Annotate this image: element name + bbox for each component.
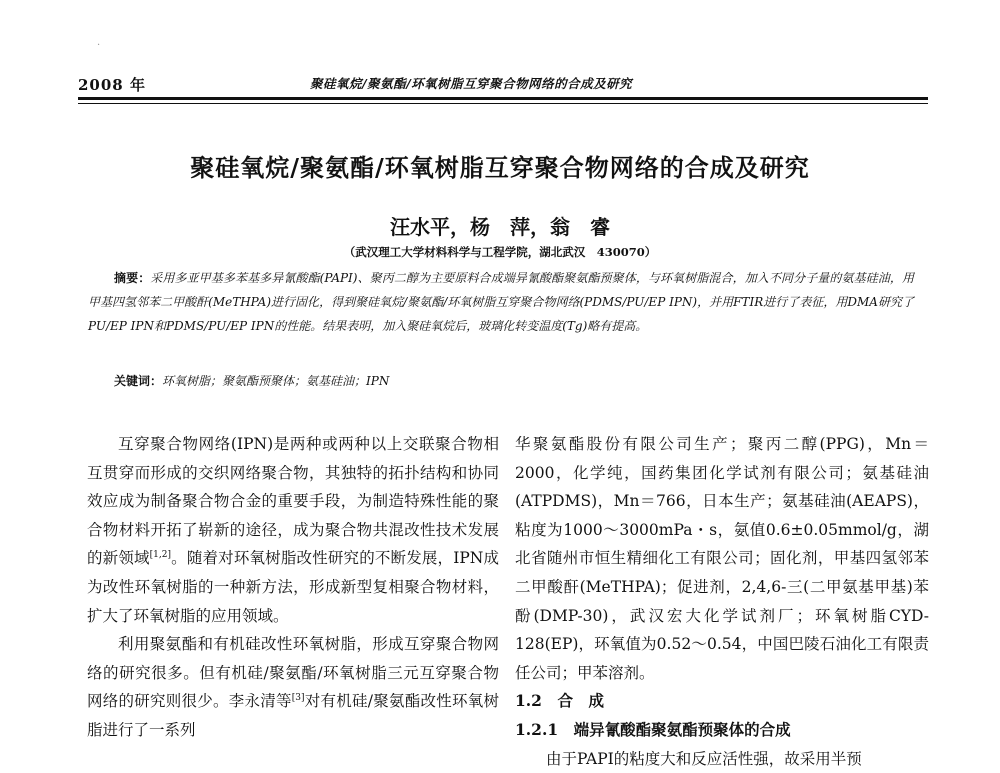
paragraph [87, 630, 499, 744]
header-rule-thin [78, 103, 928, 104]
citation: [3] [291, 693, 305, 704]
paragraph-text: 互穿聚合物网络(IPN)是两种或两种以上交联聚合物相互贯穿而形成的交织网络聚合物，其独特的拓扑结构和协同效应成为制备聚合物合金的重要手段，为制造特殊性能的聚合物材料开拓了崭新的途径，成为聚合物共混改性技术发展的新领域 [87, 435, 499, 568]
header-rule-thick [78, 97, 928, 100]
body-column-left [87, 430, 499, 745]
article-authors: 汪水平，杨 萍，翁 睿 [390, 215, 610, 239]
corner-mark: · [97, 40, 101, 51]
section-heading: 1.2 合 成 [515, 691, 604, 711]
paragraph-text: 对有机硅/聚氨酯改性环氧树脂进行了一系列 [87, 692, 499, 739]
article-title: 聚硅氧烷/聚氨酯/环氧树脂互穿聚合物网络的合成及研究 [190, 153, 810, 182]
header-running-title: 聚硅氧烷/聚氨酯/环氧树脂互穿聚合物网络的合成及研究 [310, 76, 633, 91]
paragraph: 华聚氨酯股份有限公司生产；聚丙二醇(PPG)，Mn＝2000，化学纯，国药集团化学试剂有限公司；氨基硅油(ATPDMS)，Mn＝766，日本生产；氨基硅油(AEAPS)，粘度为1000～3000mPa・s，氨值0.6±0.05mmol/g，湖北省随州市恒生精细化工有限公司；固化剂，甲基四氢邻苯二甲酸酐(MeTHPA)；促进剂，2,4,6-三(二甲氨基甲基)苯酚(DMP-30)，武汉宏大化学试剂厂；环氧树脂CYD-128(EP)，环氧值为0.52～0.54，中国巴陵石油化工有限责任公司；甲苯溶剂。 [515, 435, 929, 682]
paragraph-text: 。随着对环氧树脂改性研究的不断发展，IPN成为改性环氧树脂的一种新方法，形成新型复相聚合物材料，扩大了环氧树脂的应用领域。 [87, 549, 499, 625]
paragraph-text: 利用聚氨酯和有机硅改性环氧树脂，形成互穿聚合物网络的研究很多。但有机硅/聚氨酯/环氧树脂三元互穿聚合物网络的研究则很少。李永清等 [87, 635, 499, 711]
page-header [78, 68, 928, 98]
body-column-right [515, 430, 929, 773]
keywords [114, 372, 914, 389]
header-year: 2008 年 [78, 76, 146, 94]
paragraph [87, 430, 499, 630]
abstract [88, 266, 914, 338]
paragraph: 由于PAPI的粘度大和反应活性强，故采用半预 [546, 749, 862, 768]
citation: [1,2] [149, 550, 172, 561]
abstract-label: 摘要： [114, 271, 151, 285]
subsection-heading: 1.2.1 端异氰酸酯聚氨酯预聚体的合成 [515, 719, 791, 739]
article-affiliation: （武汉理工大学材料科学与工程学院，湖北武汉 430070） [343, 245, 657, 259]
keywords-text: 环氧树脂；聚氨酯预聚体；氨基硅油；IPN [162, 374, 390, 388]
keywords-label: 关键词： [114, 374, 163, 388]
abstract-text: 采用多亚甲基多苯基多异氰酸酯(PAPI)、聚丙二醇为主要原料合成端异氰酸酯聚氨酯预聚体，与环氧树脂混合，加入不同分子量的氨基硅油，用甲基四氢邻苯二甲酸酐(MeTHPA)进行固化，得到聚硅氧烷/聚氨酯/环氧树脂互穿聚合物网络(PDMS/PU/EP IPN)，并用FTIR进行了表征，用DMA研究了PU/EP IPN和PDMS/PU/EP IPN的性能。结果表明，加入聚硅氧烷后，玻璃化转变温度(Tg)略有提高。 [88, 271, 914, 333]
